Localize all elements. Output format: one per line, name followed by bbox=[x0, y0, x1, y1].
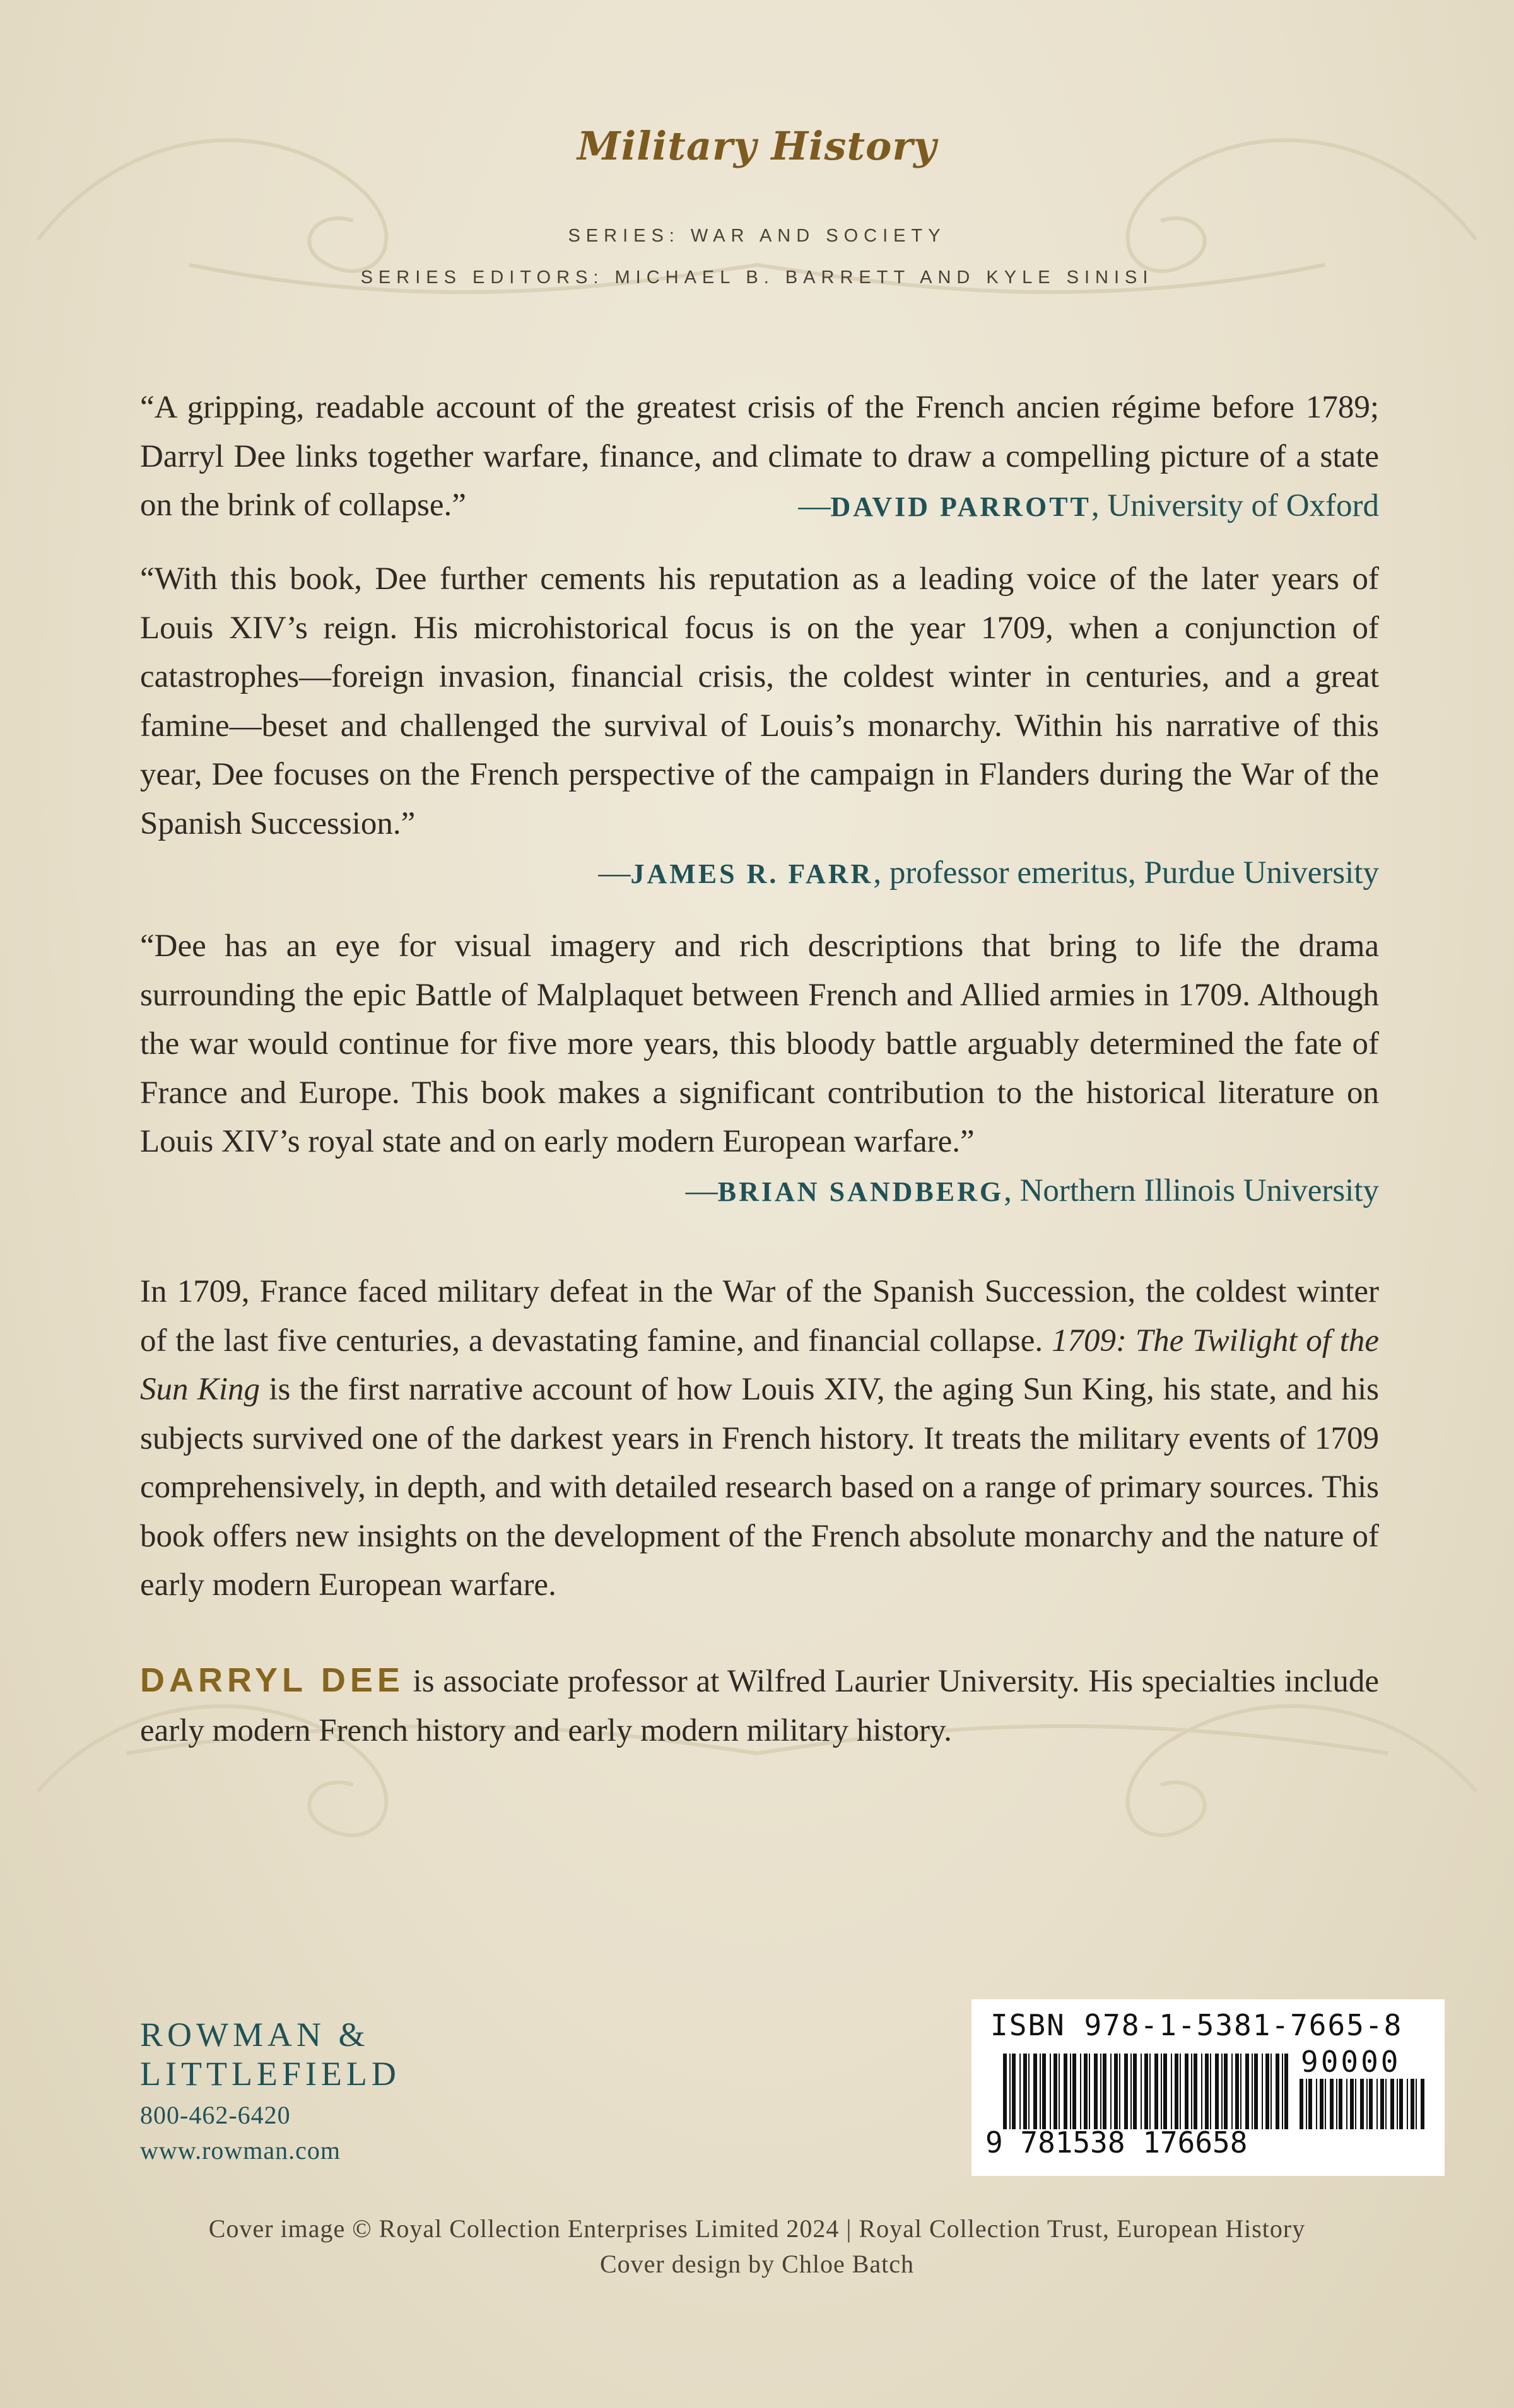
attribution-dash: — bbox=[598, 855, 631, 891]
barcode-bar bbox=[1421, 2079, 1424, 2129]
book-description bbox=[140, 1268, 1379, 1610]
barcode-bar bbox=[1141, 2054, 1142, 2129]
cover-design-credit: Cover design by Chloe Batch bbox=[599, 2250, 915, 2278]
barcode-bar bbox=[1339, 2079, 1342, 2129]
publisher-logo bbox=[140, 2015, 582, 2093]
barcode-bar bbox=[1100, 2054, 1101, 2129]
series-name: SERIES: WAR AND SOCIETY bbox=[568, 226, 946, 246]
barcode-bar bbox=[1124, 2054, 1128, 2129]
barcode-bar bbox=[1350, 2079, 1354, 2129]
description-body: is the first narrative account of how Louis XIV, the aging Sun King, his state, and his subjects survived one of the darkest years in French history. It treats the military events of 1709 comprehensively, in depth, and with detailed research based on a range of primary sources. This book offers new insights on the development of the French absolute monarchy and the nature of early modern European warfare. bbox=[140, 1372, 1379, 1603]
barcode-bar bbox=[1175, 2054, 1178, 2129]
publisher-url[interactable]: www.rowman.com bbox=[140, 2136, 341, 2165]
blurb-attribution-1 bbox=[140, 482, 1379, 532]
barcode-addon-digits: 90000 bbox=[1301, 2045, 1401, 2079]
barcode-bar bbox=[1380, 2079, 1384, 2129]
barcode-bar bbox=[1397, 2079, 1398, 2129]
cover-image-credit: Cover image © Royal Collection Enterprises Limited 2024 | Royal Collection Trust, European History bbox=[208, 2214, 1306, 2243]
barcode-bar bbox=[1072, 2054, 1076, 2129]
barcode-bar bbox=[1282, 2054, 1283, 2129]
barcode-bar bbox=[1154, 2054, 1158, 2129]
attribution-dash: — bbox=[798, 488, 831, 523]
barcode-bar bbox=[1023, 2054, 1027, 2129]
addon-barcode-bars bbox=[1300, 2079, 1426, 2129]
barcode-bar bbox=[1050, 2054, 1051, 2129]
attribution-name: JAMES R. FARR bbox=[630, 858, 874, 889]
barcode-bar bbox=[1185, 2054, 1188, 2129]
barcode-bar bbox=[1028, 2054, 1030, 2129]
barcode-bar bbox=[1040, 2054, 1041, 2129]
barcode-bar bbox=[1330, 2079, 1334, 2129]
barcode-bar bbox=[1252, 2054, 1253, 2129]
barcode-bar bbox=[1012, 2054, 1016, 2129]
barcode-ean-digits: 9 781538 176658 bbox=[985, 2125, 1248, 2160]
barcode-bar bbox=[1270, 2054, 1272, 2129]
barcode-bar bbox=[1355, 2079, 1356, 2129]
barcode-bar bbox=[1336, 2079, 1337, 2129]
barcode-bar bbox=[1245, 2054, 1249, 2129]
barcode-bar bbox=[1084, 2054, 1088, 2129]
attribution-name: BRIAN SANDBERG bbox=[717, 1176, 1004, 1207]
barcode-bar bbox=[1366, 2079, 1368, 2129]
barcode-bar bbox=[1360, 2079, 1364, 2129]
series-editors: SERIES EDITORS: MICHAEL B. BARRETT AND KYLE SINISI bbox=[360, 267, 1154, 288]
isbn-barcode bbox=[971, 1999, 1445, 2176]
barcode-bar bbox=[1114, 2054, 1118, 2129]
barcode-bar bbox=[1070, 2054, 1071, 2129]
barcode-bar bbox=[1215, 2054, 1219, 2129]
blurb-attribution-3 bbox=[140, 1167, 1379, 1217]
blurb-quote-3: “Dee has an eye for visual imagery and rich descriptions that bring to life the drama surrounding the epic Battle of Malplaquet between French and Allied armies in 1709. Although the war would continue for five more years, this bloody battle arguably determined the fate of France and Europe. This book makes a significant contribution to the historical literature on Louis XIV’s royal state and on early modern European warfare.” bbox=[140, 928, 1379, 1159]
barcode-bar bbox=[1103, 2054, 1106, 2129]
barcode-bar bbox=[1149, 2054, 1151, 2129]
barcode-bar bbox=[1119, 2054, 1120, 2129]
barcode-bar bbox=[1284, 2054, 1288, 2129]
isbn-number: ISBN 978-1-5381-7665-8 bbox=[990, 2008, 1403, 2042]
publisher-phone: 800-462-6420 bbox=[140, 2101, 291, 2129]
attribution-name: DAVID PARROTT bbox=[830, 491, 1091, 522]
barcode-bar bbox=[1224, 2054, 1228, 2129]
barcode-bar bbox=[1300, 2079, 1303, 2129]
barcode-bar bbox=[1194, 2054, 1197, 2129]
barcode-bar bbox=[1171, 2054, 1172, 2129]
barcode-bar bbox=[1254, 2054, 1258, 2129]
barcode-bar bbox=[1180, 2054, 1181, 2129]
barcode-bar bbox=[1033, 2054, 1037, 2129]
author-bio-text: is associate professor at Wilfred Laurier University. His specialties include early modern French history and early modern military history. bbox=[140, 1664, 1379, 1748]
barcode-bar bbox=[1163, 2054, 1167, 2129]
attribution-dash: — bbox=[685, 1173, 718, 1208]
barcode-bar bbox=[1385, 2079, 1387, 2129]
barcode-bar bbox=[1411, 2079, 1414, 2129]
blurb-quote-2: “With this book, Dee further cements his reputation as a leading voice of the later years of Louis XIV’s reign. His microhistorical focus is on the year 1709, when a conjunction of catastrophes—foreign invasion, financial crisis, the coldest winter in centuries, and a great famine—beset and challenged the survival of Louis’s monarchy. Within his narrative of this year, Dee focuses on the French perspective of the campaign in Flanders during the War of the Spanish Succession.” bbox=[140, 561, 1379, 841]
barcode-bar bbox=[1110, 2054, 1112, 2129]
series-logo: Military History bbox=[577, 123, 937, 169]
barcode-bar bbox=[1205, 2054, 1209, 2129]
barcode-bar bbox=[1009, 2054, 1011, 2129]
barcode-bar bbox=[1346, 2079, 1347, 2129]
barcode-bar bbox=[1320, 2079, 1323, 2129]
barcode-bar bbox=[1003, 2054, 1007, 2129]
barcode-bar bbox=[1094, 2054, 1098, 2129]
barcode-bar bbox=[1390, 2079, 1394, 2129]
barcode-bar bbox=[1231, 2054, 1233, 2129]
barcode-bar bbox=[1133, 2054, 1137, 2129]
barcode-bar bbox=[1306, 2079, 1307, 2129]
barcode-bar bbox=[1376, 2079, 1378, 2129]
blurb-attribution-2 bbox=[140, 849, 1379, 899]
barcode-bar bbox=[1210, 2054, 1211, 2129]
ean-barcode-bars bbox=[1003, 2054, 1293, 2129]
book-title: 1709: The Twilight of the Sun King bbox=[140, 1323, 1379, 1407]
barcode-bar bbox=[1221, 2054, 1223, 2129]
barcode-bar bbox=[1240, 2054, 1241, 2129]
description-intro: In 1709, France faced military defeat in the War of the Spanish Succession, the coldest winter of the last five centuries, a devastating famine, and financial collapse. bbox=[140, 1274, 1379, 1359]
blurb-quote-1: “A gripping, readable account of the greatest crisis of the French ancien régime before 1789; Darryl Dee links together warfare, finance, and climate to draw a compelling picture of a state on the brink of collapse.” bbox=[140, 390, 1379, 523]
barcode-bar bbox=[1416, 2079, 1417, 2129]
publisher-name-line2: LITTLEFIELD bbox=[140, 2055, 401, 2093]
author-name: DARRYL DEE bbox=[140, 1661, 404, 1699]
attribution-affiliation: , Northern Illinois University bbox=[1004, 1173, 1379, 1208]
barcode-bar bbox=[1191, 2054, 1192, 2129]
attribution-affiliation: , University of Oxford bbox=[1091, 488, 1379, 523]
barcode-bar bbox=[1161, 2054, 1162, 2129]
barcode-bar bbox=[1130, 2054, 1132, 2129]
barcode-bar bbox=[1262, 2054, 1263, 2129]
barcode-bar bbox=[1089, 2054, 1090, 2129]
barcode-bar bbox=[1144, 2054, 1148, 2129]
barcode-bar bbox=[1080, 2054, 1081, 2129]
barcode-bar bbox=[1059, 2054, 1060, 2129]
barcode-bar bbox=[1399, 2079, 1403, 2129]
barcode-bar bbox=[1042, 2054, 1046, 2129]
author-bio bbox=[140, 1656, 1379, 1755]
barcode-bar bbox=[1201, 2054, 1202, 2129]
publisher-name-line1: ROWMAN & bbox=[140, 2016, 370, 2054]
barcode-bar bbox=[1265, 2054, 1269, 2129]
barcode-bar bbox=[1064, 2054, 1067, 2129]
barcode-bar bbox=[1053, 2054, 1057, 2129]
barcode-bar bbox=[1316, 2079, 1317, 2129]
barcode-bar bbox=[1235, 2054, 1239, 2129]
barcode-bar bbox=[1276, 2054, 1279, 2129]
barcode-bar bbox=[1369, 2079, 1373, 2129]
barcode-bar bbox=[1019, 2054, 1021, 2129]
attribution-affiliation: , professor emeritus, Purdue University bbox=[873, 855, 1379, 891]
barcode-bar bbox=[1407, 2079, 1408, 2129]
barcode-bar bbox=[1325, 2079, 1326, 2129]
barcode-bar bbox=[1308, 2079, 1312, 2129]
